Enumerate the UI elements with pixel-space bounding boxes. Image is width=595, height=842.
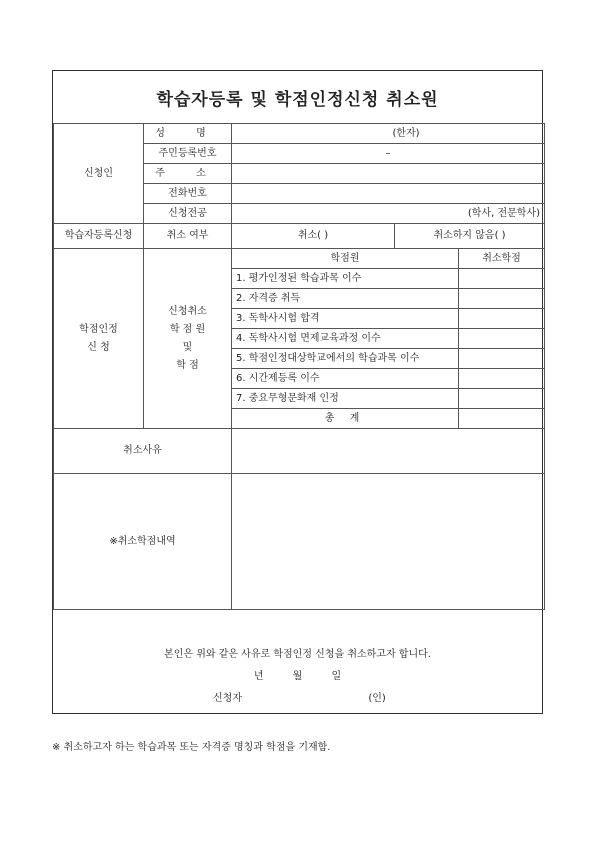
reason-label: 취소사유 bbox=[54, 429, 232, 474]
footnote: ※ 취소하고자 하는 학습과목 또는 자격증 명칭과 학점을 기재함. bbox=[52, 742, 331, 753]
address-field[interactable] bbox=[232, 164, 545, 184]
id-number-field[interactable]: – bbox=[232, 144, 545, 164]
applicant-signature-label: 신청자 bbox=[213, 693, 242, 704]
applicant-group-label: 신청인 bbox=[54, 124, 144, 224]
credit-sub-label-line2: 학 점 원 bbox=[169, 323, 206, 335]
credit-cell[interactable] bbox=[459, 289, 545, 309]
credit-source-header: 학점원 bbox=[232, 249, 459, 269]
credit-group-label bbox=[54, 249, 144, 429]
credit-group-label-line2: 신 청 bbox=[87, 341, 110, 353]
form-title: 학습자등록 및 학점인정신청 취소원 bbox=[53, 71, 542, 124]
credit-row-label: 4. 독학사시험 면제교육과정 이수 bbox=[232, 329, 459, 349]
credit-cell[interactable] bbox=[459, 369, 545, 389]
declaration-section bbox=[53, 627, 542, 713]
credit-cell[interactable] bbox=[459, 389, 545, 409]
name-field[interactable]: (한자) bbox=[232, 124, 545, 144]
credit-cancel-header: 취소학점 bbox=[459, 249, 545, 269]
cancellation-form bbox=[52, 70, 543, 714]
declaration-statement: 본인은 위와 같은 사유로 학점인정 신청을 취소하고자 합니다. bbox=[164, 649, 431, 660]
credit-sub-label-line3: 및 bbox=[182, 341, 193, 353]
credit-row-label: 7. 중요무형문화재 인정 bbox=[232, 389, 459, 409]
credit-sub-label-line4: 학 점 bbox=[176, 359, 199, 371]
declaration-date[interactable]: 년 월 일 bbox=[253, 671, 342, 682]
credit-cell[interactable] bbox=[459, 269, 545, 289]
credit-cell[interactable] bbox=[459, 349, 545, 369]
registration-group-label: 학습자등록신청 bbox=[54, 224, 144, 249]
cancel-option[interactable]: 취소( ) bbox=[232, 224, 395, 249]
name-label: 성 명 bbox=[144, 124, 232, 144]
id-number-label: 주민등록번호 bbox=[144, 144, 232, 164]
signature-line bbox=[213, 689, 386, 704]
credit-row-label: 6. 시간제등록 이수 bbox=[232, 369, 459, 389]
credit-total-cell[interactable] bbox=[459, 409, 545, 429]
credit-row-label: 1. 평가인정된 학습과목 이수 bbox=[232, 269, 459, 289]
credit-row-label: 3. 독학사시험 합격 bbox=[232, 309, 459, 329]
major-field[interactable]: (학사, 전문학사) bbox=[232, 204, 545, 224]
credit-group-label-line1: 학점인정 bbox=[79, 323, 118, 335]
reason-field[interactable] bbox=[232, 429, 545, 474]
seal-mark[interactable]: (인) bbox=[368, 693, 386, 704]
credit-cell[interactable] bbox=[459, 329, 545, 349]
credit-cell[interactable] bbox=[459, 309, 545, 329]
phone-field[interactable] bbox=[232, 184, 545, 204]
credit-sub-label bbox=[144, 249, 232, 429]
detail-label: ※취소학점내역 bbox=[54, 474, 232, 610]
major-label: 신청전공 bbox=[144, 204, 232, 224]
phone-label: 전화번호 bbox=[144, 184, 232, 204]
credit-sub-label-line1: 신청취소 bbox=[168, 305, 207, 317]
detail-field[interactable] bbox=[232, 474, 545, 610]
keep-option[interactable]: 취소하지 않음( ) bbox=[395, 224, 545, 249]
form-table bbox=[53, 123, 545, 610]
credit-row-label: 5. 학점인정대상학교에서의 학습과목 이수 bbox=[232, 349, 459, 369]
cancel-status-label: 취소 여부 bbox=[144, 224, 232, 249]
address-label: 주 소 bbox=[144, 164, 232, 184]
credit-total-label: 총 계 bbox=[232, 409, 459, 429]
credit-row-label: 2. 자격증 취득 bbox=[232, 289, 459, 309]
